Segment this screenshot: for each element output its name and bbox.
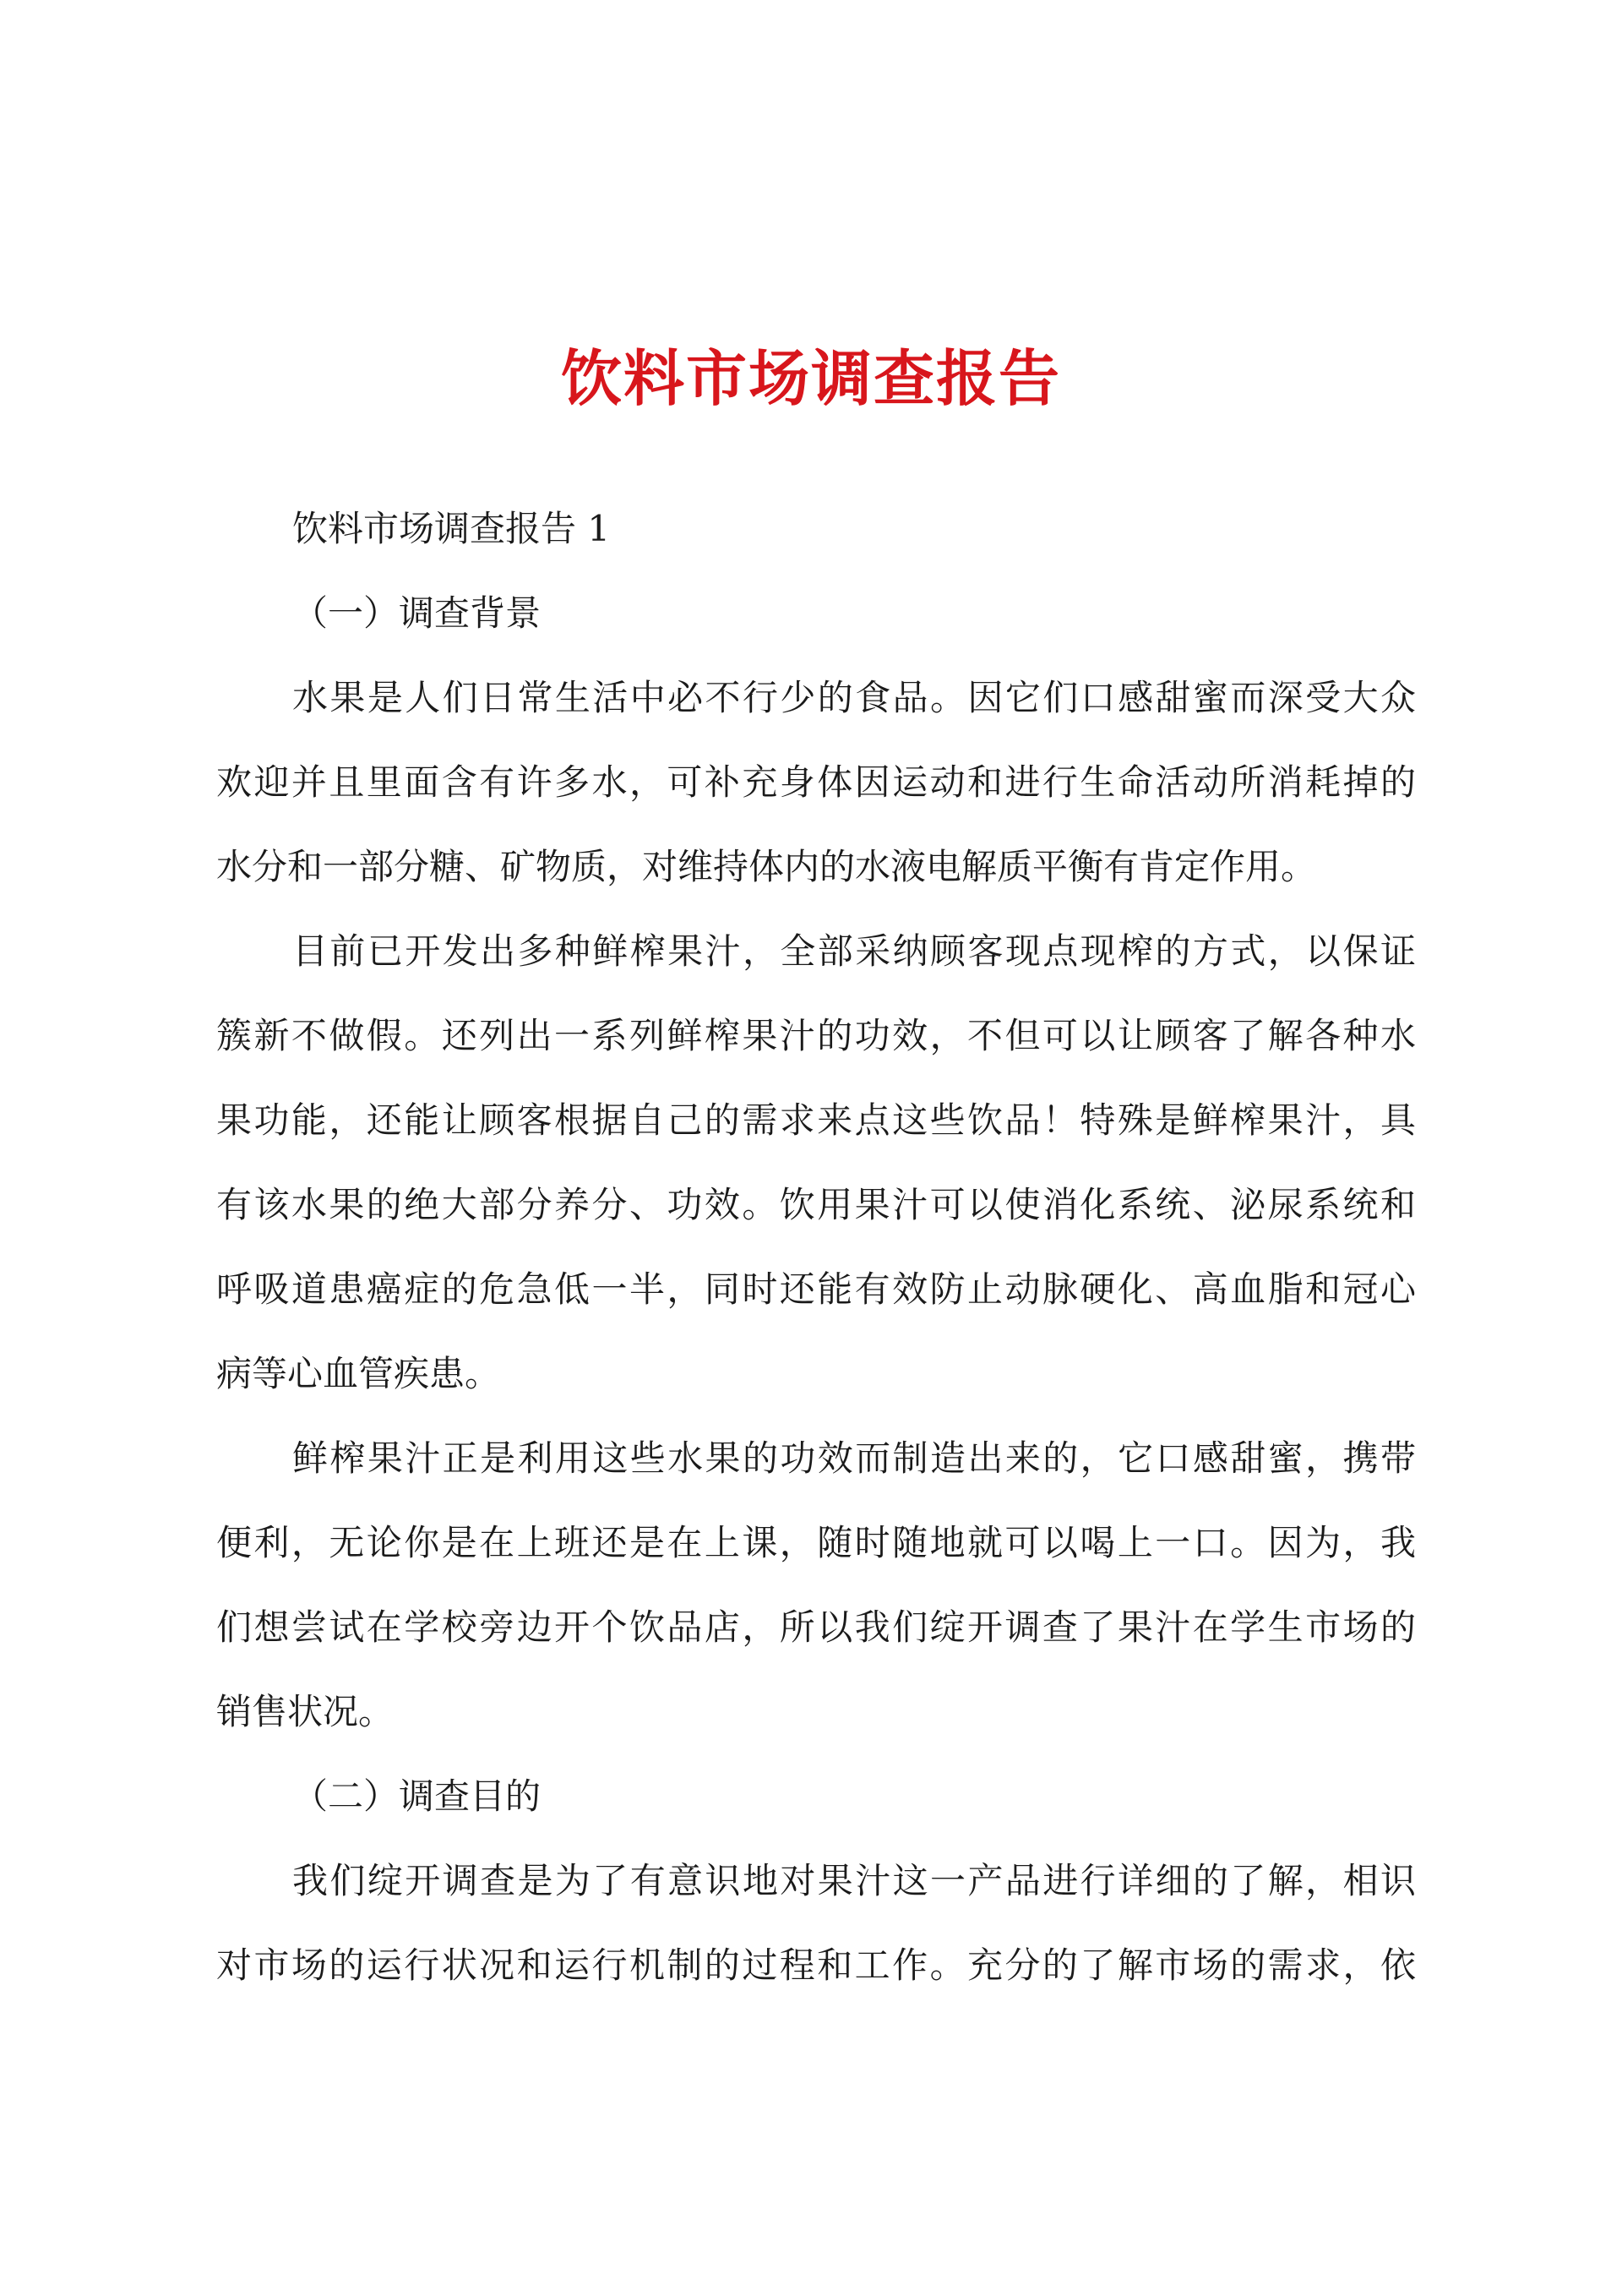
paragraph-background-2 [216,909,1416,1416]
paragraph-line: 病等心血管疾患。 [216,1353,501,1394]
paragraph-line: 对市场的运行状况和运行机制的过程和工作。充分的了解市场的需求，依 [216,1944,1416,1986]
paragraph-purpose [216,1839,1416,2008]
section-heading-purpose: （二）调查目的 [292,1775,542,1817]
paragraph-line: 有该水果的绝大部分养分、功效。饮用果汁可以使消化系统、泌尿系统和 [216,1184,1416,1225]
paragraph-line: 便利，无论你是在上班还是在上课，随时随地就可以喝上一口。因为，我 [216,1522,1416,1563]
paragraph-line: 欢迎并且里面含有许多水，可补充身体因运动和进行生命活动所消耗掉的 [216,761,1416,803]
paragraph-line: 销售状况。 [216,1691,395,1732]
document-title: 饮料市场调查报告 [560,342,1061,414]
paragraph-line: 们想尝试在学校旁边开个饮品店，所以我们绽开调查了果汁在学生市场的 [216,1606,1416,1648]
paragraph-line: 呼吸道患癌症的危急低一半，同时还能有效防止动脉硬化、高血脂和冠心 [216,1268,1416,1310]
paragraph-line: 水果是人们日常生活中必不行少的食品。因它们口感甜蜜而深受大众 [292,677,1416,718]
paragraph-line: 水分和一部分糖、矿物质，对维持体内的水液电解质平衡有肯定作用。 [216,846,1317,887]
paragraph-line: 簇新不做假。还列出一系列鲜榨果汁的功效，不但可以让顾客了解各种水 [216,1015,1416,1056]
paragraph-line: 我们绽开调查是为了有意识地对果汁这一产品进行详细的了解，相识 [292,1860,1416,1901]
paragraph-line: 果功能，还能让顾客根据自己的需求来点这些饮品！特殊是鲜榨果汁，具 [216,1099,1416,1141]
report-label: 饮料市场调查报告 1 [292,508,611,549]
section-heading-background: （一）调查背景 [292,592,542,634]
paragraph-line: 目前已开发出多种鲜榨果汁，全部采纳顾客现点现榨的方式，以保证 [292,930,1416,972]
document-body [216,487,1416,2008]
paragraph-background-1 [216,656,1416,909]
paragraph-background-3 [216,1416,1416,1754]
paragraph-line: 鲜榨果汁正是利用这些水果的功效而制造出来的，它口感甜蜜，携带 [292,1437,1416,1479]
